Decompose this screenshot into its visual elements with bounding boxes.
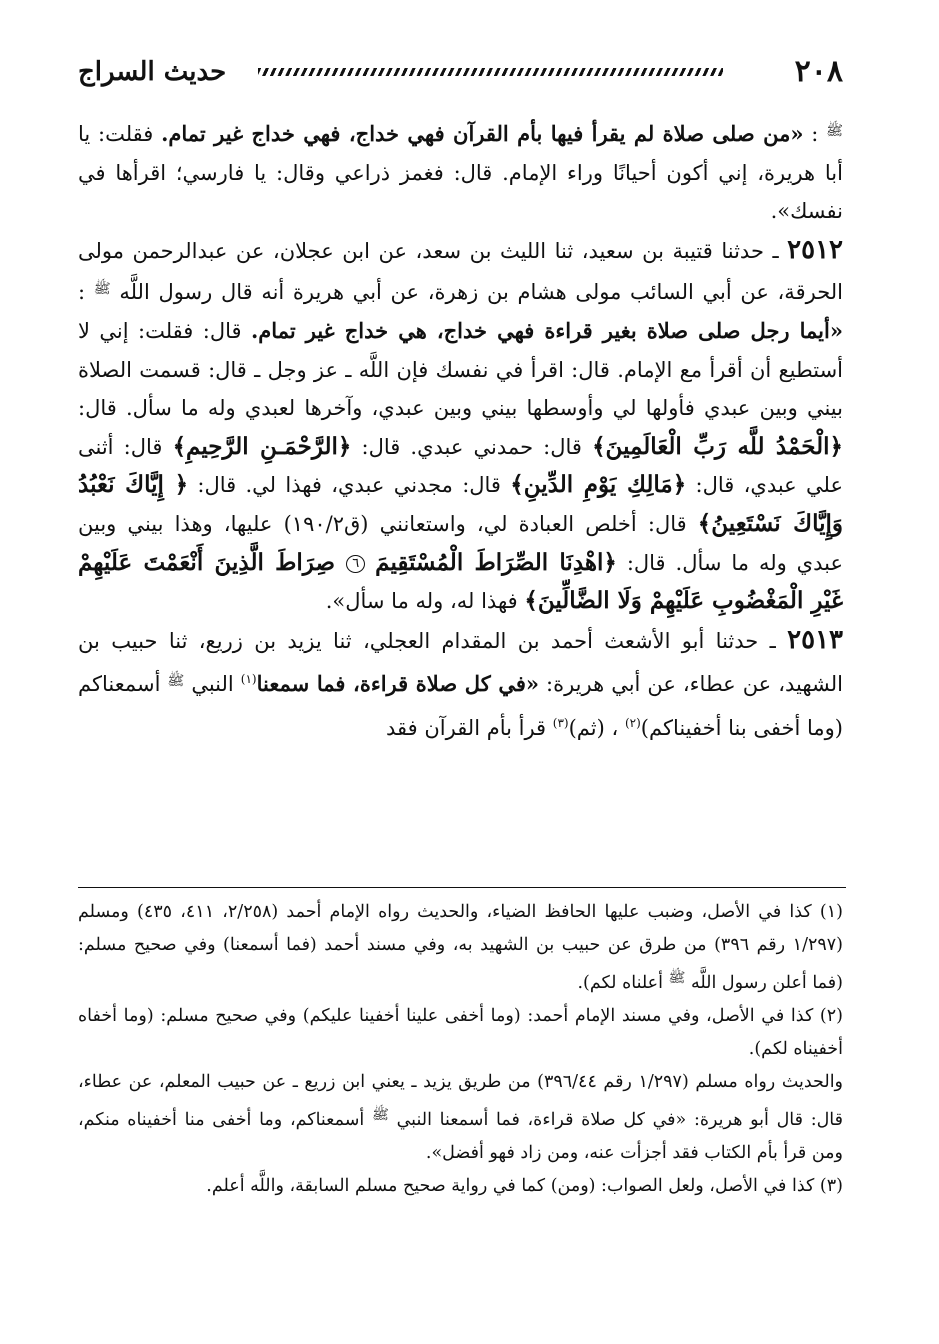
footnote-ref: (٣) bbox=[552, 715, 569, 730]
quran-verse: صِرَاطَ الَّذِينَ أَنْعَمْتَ عَلَيْهِمْ غَيْرِ الْمَغْضُوبِ عَلَيْهِمْ وَلَا الضَّالِّينَ﴾ bbox=[78, 548, 843, 615]
text-run: والحديث رواه مسلم (١/٢٩٧ رقم ٣٩٦/٤٤) من طريق يزيد ـ يعني ابن زريع ـ عن حبيب المعلم، عن عطاء، قال: قال أبو هريرة: «في كل صلاة قراءة، فما أسمعنا النبي bbox=[78, 1072, 844, 1130]
honorific-symbol: ﷺ bbox=[371, 1107, 389, 1123]
running-title: حديث السراج bbox=[78, 57, 227, 87]
text-run: قال: أثنى علي عبدي، قال: bbox=[78, 434, 844, 498]
text-run: النبي bbox=[184, 672, 241, 697]
quran-verse: ﴿اهْدِنَا الصِّرَاطَ الْمُسْتَقِيمَ bbox=[375, 548, 617, 576]
footnotes bbox=[78, 896, 843, 1203]
text-run: ـ حدثنا أبو الأشعث أحمد بن المقدام العجلي، ثنا يزيد بن زريع، ثنا حبيب بن الشهيد، عن عطاء، عن أبي هريرة: bbox=[78, 628, 843, 697]
prophetic-quote: «أيما رجل صلى صلاة بغير قراءة فهي خداج، هي خداج غير تمام. bbox=[250, 317, 843, 343]
text-run: ـ حدثنا قتيبة بن سعيد، ثنا الليث بن سعد، عن ابن عجلان، عن عبدالرحمن مولى الحرقة، عن أبي السائب مولى هشام بن زهرة، عن أبي هريرة أنه قال رسول اللَّه bbox=[78, 238, 843, 305]
text-run: ، (ثم) bbox=[568, 715, 625, 740]
page-header bbox=[78, 52, 843, 92]
hadith-number: ٢٥١٣ bbox=[787, 624, 843, 655]
honorific-symbol: ﷺ bbox=[167, 673, 185, 690]
text-run: قال: أخلص العبادة لي، واستعانني (ق١٩٠/٢) عليها، وهذا بيني وبين عبدي وله ما سأل. قال: bbox=[78, 511, 843, 575]
paragraph-continuation bbox=[78, 112, 843, 231]
footnote-1 bbox=[78, 896, 843, 1000]
text-run: (١) كذا في الأصل، وضبب عليها الحافظ الضياء، والحديث رواه الإمام أحمد (٢/٢٥٨، ٤١١، ٤٣٥) ومسلم (١/٢٩٧ رقم ٣٩٦) من طرق عن حبيب بن الشهيد به، وفي مسند أحمد (فما أسمعنا) وفي صحيح مسلم: (فما أعلن رسول اللَّه bbox=[78, 902, 843, 993]
footnote-ref: (٢) bbox=[624, 715, 641, 730]
text-run: : bbox=[78, 280, 94, 305]
footnote-separator bbox=[78, 887, 846, 888]
hadith-2513 bbox=[78, 621, 843, 748]
honorific-symbol: ﷺ bbox=[826, 123, 843, 139]
quran-verse: ﴿مَالِكِ يَوْمِ الدِّينِ﴾ bbox=[510, 471, 687, 499]
text-run: فهذا له، وله ما سأل». bbox=[325, 589, 525, 614]
text-run: قال: مجدني عبدي، فهذا لي. قال: bbox=[188, 473, 511, 498]
hadith-2512 bbox=[78, 231, 843, 621]
page-number: ٢٠٨ bbox=[794, 54, 843, 89]
footnote-2-continuation bbox=[78, 1066, 843, 1170]
text-run: أعلناه لكم). bbox=[577, 973, 669, 993]
footnote-2: (٢) كذا في الأصل، وفي مسند الإمام أحمد: (وما أخفى علينا أخفينا عليكم) وفي صحيح مسلم: (وما أخفاه أخفيناه لكم). bbox=[78, 1006, 843, 1059]
honorific-symbol: ﷺ bbox=[93, 281, 111, 298]
ayah-number-marker: ٦ bbox=[346, 555, 365, 573]
quran-verse: ﴿الْحَمْدُ للَّه رَبِّ الْعَالَمِينَ﴾ bbox=[592, 432, 843, 460]
footnote-3: (٣) كذا في الأصل، ولعل الصواب: (ومن) كما في رواية صحيح مسلم السابقة، واللَّه أعلم. bbox=[206, 1176, 843, 1196]
text-run: قال: فقلت: إني لا أستطيع أن أقرأ مع الإمام. قال: اقرأ في نفسك فإن اللَّه ـ عز وجل ـ قال: قسمت الصلاة بيني وبين عبدي فأولها لي وأوسطها بيني وبين عبدي، وآخرها لعبدي وله ما سأل. قال: bbox=[78, 318, 843, 421]
text-run: قال: حمدني عبدي. قال: bbox=[351, 434, 593, 459]
quran-verse: ﴿ إِيَّاكَ نَعْبُدُ وَإِيَّاكَ نَسْتَعِينُ﴾ bbox=[78, 471, 843, 537]
hadith-number: ٢٥١٢ bbox=[787, 234, 843, 265]
text-run: : bbox=[803, 122, 827, 146]
text-run: فقلت: يا أبا هريرة، إني أكون أحيانًا وراء الإمام. قال: فغمز ذراعي وقال: يا فارسي؛ اقرأها في نفسك». bbox=[78, 122, 843, 224]
prophetic-quote: «من صلى صلاة لم يقرأ فيها بأم القرآن فهي خداج، فهي خداج غير تمام. bbox=[161, 121, 804, 146]
honorific-symbol: ﷺ bbox=[668, 970, 686, 986]
prophetic-quote: «في كل صلاة قراءة، فما سمعنا bbox=[256, 671, 540, 697]
quran-verse: ﴿الرَّحْمَـنِ الرَّحِيمِ﴾ bbox=[172, 432, 352, 460]
text-run: قرأ بأم القرآن فقد bbox=[385, 715, 553, 740]
text-run: أسمعناكم، وما أخفى منا أخفيناه منكم، ومن قرأ بأم الكتاب فقد أجزأت عنه، ومن زاد فهو أفضل». bbox=[78, 1110, 843, 1163]
main-text bbox=[78, 112, 843, 748]
footnote-ref: (١) bbox=[240, 672, 257, 687]
header-decorative-rule bbox=[258, 68, 723, 76]
text-run: أسمعناكم (وما أخفى بنا أخفيناكم) bbox=[78, 672, 843, 740]
